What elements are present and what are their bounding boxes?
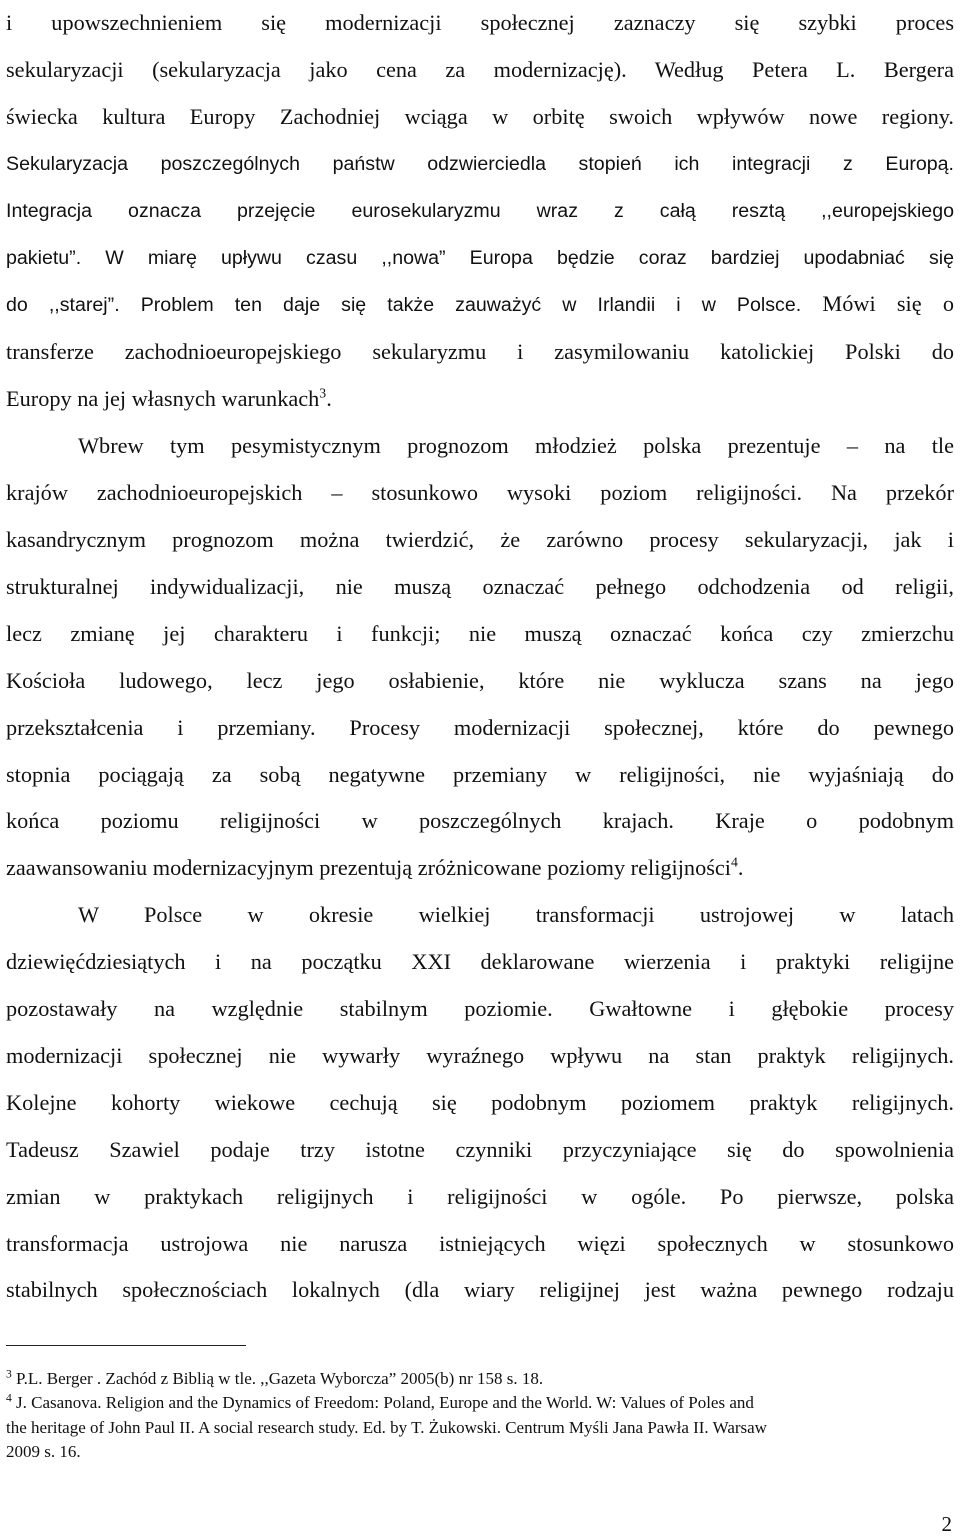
- text-line: sekularyzacji (sekularyzacja jako cena za modernizację). Według Petera L. Bergera: [6, 56, 954, 82]
- footnote-4: [6, 1391, 954, 1415]
- text-segment: .: [326, 386, 332, 412]
- text-line: pakietu”. W miarę upływu czasu ,,nowa” Europa będzie coraz bardziej upodabniać się: [6, 246, 954, 269]
- text-line: [6, 281, 954, 329]
- text-line: dziewięćdziesiątych i na początku XXI deklarowane wierzenia i praktyki religijne: [6, 949, 954, 975]
- text-line: transferze zachodnioeuropejskiego sekularyzmu i zasymilowaniu katolickiej Polski do: [6, 339, 954, 365]
- text-line: W Polsce w okresie wielkiej transformacji ustrojowej w latach: [78, 902, 954, 928]
- text-line: modernizacji społecznej nie wywarły wyraźnego wpływu na stan praktyk religijnych.: [6, 1042, 954, 1068]
- text-line: świecka kultura Europy Zachodniej wciąga w orbitę swoich wpływów nowe regiony.: [6, 103, 954, 129]
- footnote-4-continued: 2009 s. 16.: [6, 1441, 81, 1461]
- text-line: krajów zachodnioeuropejskich – stosunkowo wysoki poziom religijności. Na przekór: [6, 480, 954, 506]
- footnote-text: J. Casanova. Religion and the Dynamics of Freedom: Poland, Europe and the World. W: Values of Poles and: [11, 1393, 754, 1413]
- text-line: Wbrew tym pesymistycznym prognozom młodzież polska prezentuje – na tle: [78, 433, 954, 459]
- text-segment: .: [737, 855, 744, 881]
- text-segment: Europy na jej własnych warunkach: [6, 386, 320, 412]
- text-line: Kolejne kohorty wiekowe cechują się podobnym poziomem praktyk religijnych.: [6, 1089, 954, 1115]
- paragraph-1: [6, 0, 954, 423]
- footnotes: [6, 1367, 954, 1464]
- footnote-ref[interactable]: 4: [731, 854, 738, 870]
- text-line: lecz zmianę jej charakteru i funkcji; nie muszą oznaczać końca czy zmierzchu: [6, 620, 954, 646]
- footnote-text: P.L. Berger . Zachód z Biblią w tle. ,,Gazeta Wyborcza” 2005(b) nr 158 s. 18.: [11, 1369, 544, 1388]
- text-segment: do ,,starej”. Problem ten daje się także zauważyć w Irlandii i w Polsce.: [6, 294, 802, 317]
- footnote-number: 3: [6, 1367, 12, 1381]
- text-line: Integracja oznacza przejęcie eurosekularyzmu wraz z całą resztą ,,europejskiego: [6, 199, 954, 222]
- text-line: transformacja ustrojowa nie narusza istniejących więzi społecznych w stosunkowo: [6, 1230, 954, 1256]
- paragraph-3: [6, 892, 954, 1314]
- text-line: kasandrycznym prognozom można twierdzić, że zarówno procesy sekularyzacji, jak i: [6, 526, 954, 552]
- text-line: zmian w praktykach religijnych i religijności w ogóle. Po pierwsze, polska: [6, 1183, 954, 1209]
- footnote-ref[interactable]: 3: [319, 385, 327, 401]
- paragraph-2: [6, 423, 954, 892]
- text-line: [6, 376, 954, 423]
- text-line: Sekularyzacja poszczególnych państw odzwierciedla stopień ich integracji z Europą.: [6, 152, 954, 175]
- text-segment: Mówi się o: [801, 291, 954, 317]
- document-page: [6, 0, 954, 1314]
- text-segment: zaawansowaniu modernizacyjnym prezentują zróżnicowane poziomy religijności: [6, 855, 731, 881]
- page-number: 2: [941, 1512, 952, 1536]
- text-line: przekształcenia i przemiany. Procesy modernizacji społecznej, które do pewnego: [6, 714, 954, 740]
- text-line: strukturalnej indywidualizacji, nie muszą oznaczać pełnego odchodzenia od religii,: [6, 573, 954, 599]
- text-line: pozostawały na względnie stabilnym poziomie. Gwałtowne i głębokie procesy: [6, 996, 954, 1022]
- text-line: Tadeusz Szawiel podaje trzy istotne czynniki przyczyniające się do spowolnienia: [6, 1136, 954, 1162]
- footnote-4-continued: the heritage of John Paul II. A social research study. Ed. by T. Żukowski. Centrum Myśli Jana Pawła II. Warsaw: [6, 1417, 767, 1437]
- text-line: stabilnych społecznościach lokalnych (dla wiary religijnej jest ważna pewnego rodzaju: [6, 1277, 954, 1303]
- footnote-divider: [6, 1345, 246, 1346]
- text-line: [6, 845, 954, 892]
- text-line: końca poziomu religijności w poszczególnych krajach. Kraje o podobnym: [6, 808, 954, 834]
- text-line: i upowszechnieniem się modernizacji społecznej zaznaczy się szybki proces: [6, 10, 954, 35]
- footnote-3: [6, 1367, 954, 1391]
- footnote-number: 4: [6, 1391, 12, 1405]
- text-line: stopnia pociągają za sobą negatywne przemiany w religijności, nie wyjaśniają do: [6, 761, 954, 787]
- text-line: Kościoła ludowego, lecz jego osłabienie, które nie wyklucza szans na jego: [6, 667, 954, 693]
